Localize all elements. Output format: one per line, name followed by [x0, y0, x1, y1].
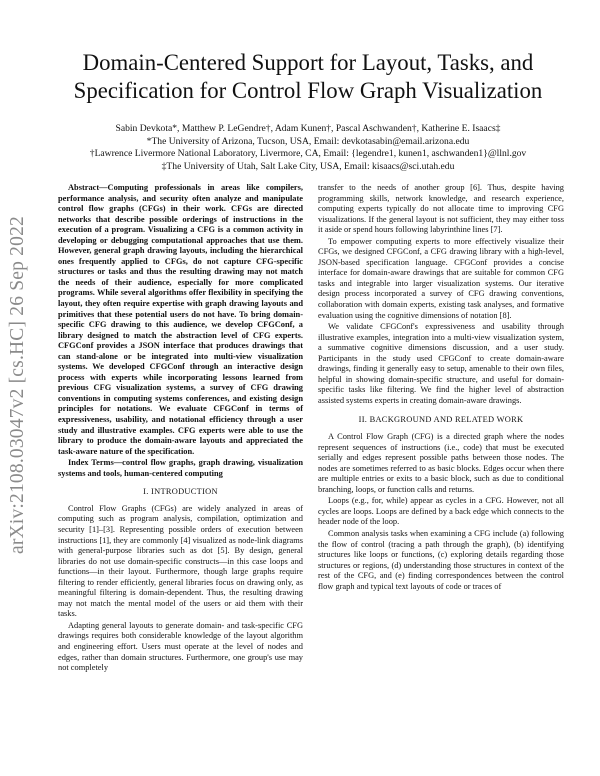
- author-list: Sabin Devkota*, Matthew P. LeGendre†, Adam Kunen†, Pascal Aschwanden†, Katherine E. Isaacs‡: [115, 123, 501, 134]
- intro-paragraph-5: We validate CFGConf's expressiveness and usability through illustrative examples, integration into a multi-view visualization system, a summative cognitive dimensions discussion, and a user study. Participants in the study used CFGConf to create domain-aware drawings, finding it generally easy to setup, amenable to their own files, helpful in showing domain-specific structure, and useful for domain-specific tasks like filtering. We find the higher level of abstraction assisted systems experts in creating domain-aware drawings.: [318, 322, 564, 405]
- intro-paragraph-3: transfer to the needs of another group [6]. Thus, despite having programming skills, network knowledge, and research experience, computing experts typically do not allocate time to improving CFG visualizations. If the general layout is not sufficient, they may either toss it aside or spend hours following labyrinthine lines [7].: [318, 183, 564, 235]
- background-paragraph-1: A Control Flow Graph (CFG) is a directed graph where the nodes represent sequences of instructions (i.e., code) that must be executed serially and edges represent possible paths between those nodes. The nodes are sometimes referred to as basic blocks. Edges occur when there are multiple entries or exits to a basic block, such as due to conditional branching, loops, or function calls and returns.: [318, 432, 564, 494]
- intro-paragraph-4: To empower computing experts to more effectively visualize their CFGs, we designed CFGConf, a CFG drawing library with a high-level, JSON-based specification language. CFGConf provides a concise interface for domain-aware drawings that are suitable for common CFG tasks and integrable into larger visualization systems. Our iterative design process incorporated a survey of CFG drawing conventions, collaboration with domain experts, existing task analyses, and formative evaluation using the cognitive dimensions of notation [8].: [318, 236, 564, 320]
- right-column: [318, 183, 564, 592]
- affiliation-llnl: †Lawrence Livermore National Laboratory, Livermore, CA, Email: {legendre1, kunen1, aschwanden1}@llnl.gov: [89, 148, 527, 159]
- arxiv-stamp-text: arXiv:2108.03047v2 [cs.HC] 26 Sep 2022: [7, 216, 28, 554]
- background-paragraph-2: Loops (e.g., for, while) appear as cycles in a CFG. However, not all cycles are loops. Loops are defined by a back edge which connects to the header node of the loop.: [318, 496, 564, 527]
- index-terms: Index Terms—control flow graphs, graph drawing, visualization systems and tools, human-centered computing: [58, 458, 303, 478]
- section-heading-introduction: I. INTRODUCTION: [143, 487, 218, 497]
- left-column: [58, 183, 303, 674]
- arxiv-stamp: [6, 150, 30, 620]
- paper-title-line-1: Domain-Centered Support for Layout, Tasks, and: [82, 50, 534, 75]
- affiliation-arizona: *The University of Arizona, Tucson, USA, Email: devkotasabin@email.arizona.edu: [146, 135, 470, 147]
- abstract: Abstract—Computing professionals in areas like compilers, performance analysis, and security often analyze and manipulate control flow graphs (CFGs) in their work. CFGs are directed networks that describe possible orderings of instructions in the execution of a program. Visualizing a CFG is a common activity in developing or debugging computational approaches that use them. However, general graph drawing layouts, including the hierarchical ones frequently applied to CFGs, do not capture CFG-specific structures or tasks and thus the resulting drawing may not match the needs of their audience, especially for more complicated programs. While several algorithms offer flexibility in specifying the layout, they often require expertise with graph drawing layouts and primitives that these potential users do not have. To bring domain-specific CFG drawing to this audience, we develop CFGConf, a library designed to match the abstraction level of CFG experts. CFGConf provides a JSON interface that produces drawings that can stand-alone or be integrated into multi-view visualization systems. We developed CFGConf through an interactive design process with experts while incorporating lessons learned from previous CFG visualization systems, a survey of CFG drawing conventions in computing systems conferences, and existing design principles for notations. We evaluate CFGConf in terms of expressiveness, usability, and notational efficiency through a user study and illustrative examples. CFG experts were able to use the library to produce the domain-aware layouts and appreciated the task-aware nature of the specification.: [58, 183, 303, 456]
- background-paragraph-3: Common analysis tasks when examining a CFG include (a) following the flow of control (tracing a path through the graph), (b) identifying structures like loops or functions, (c) exploring details regarding those structures or regions, (d) understanding those structures in context of the rest of the CFG, and (e) finding correspondences between the control flow graph and typical text layouts of code or traces of: [318, 528, 564, 591]
- affiliation-utah: ‡The University of Utah, Salt Lake City, USA, Email: kisaacs@sci.utah.edu: [161, 160, 455, 172]
- paper-title-line-2: Specification for Control Flow Graph Visualization: [73, 78, 543, 103]
- author-block: [44, 123, 572, 173]
- intro-paragraph-1: Control Flow Graphs (CFGs) are widely analyzed in areas of computing such as program analysis, compilation, optimization and security [1]–[3]. Representing possible orders of execution between instructions [1], they are commonly [4] visualized as node-link diagrams with general-purpose libraries such as dot [5]. By design, general libraries do not use domain-specific constructs—in this case loops and functions—in their layout. Furthermore, though large graphs require filtering to render efficiently, general libraries focus on drawing only, as meaningful filtering is domain-dependent. Thus, the resulting drawing may not match the mental model of the users or aid them with their tasks.: [58, 503, 303, 619]
- paper-title: [44, 49, 572, 105]
- section-heading-background: II. BACKGROUND AND RELATED WORK: [358, 415, 524, 425]
- intro-paragraph-2: Adapting general layouts to generate domain- and task-specific CFG drawings requires both considerable knowledge of the layout algorithm and engineering effort. Users must operate at the level of nodes and edges, rather than domain structures. Furthermore, one group's use may not completely: [58, 620, 303, 673]
